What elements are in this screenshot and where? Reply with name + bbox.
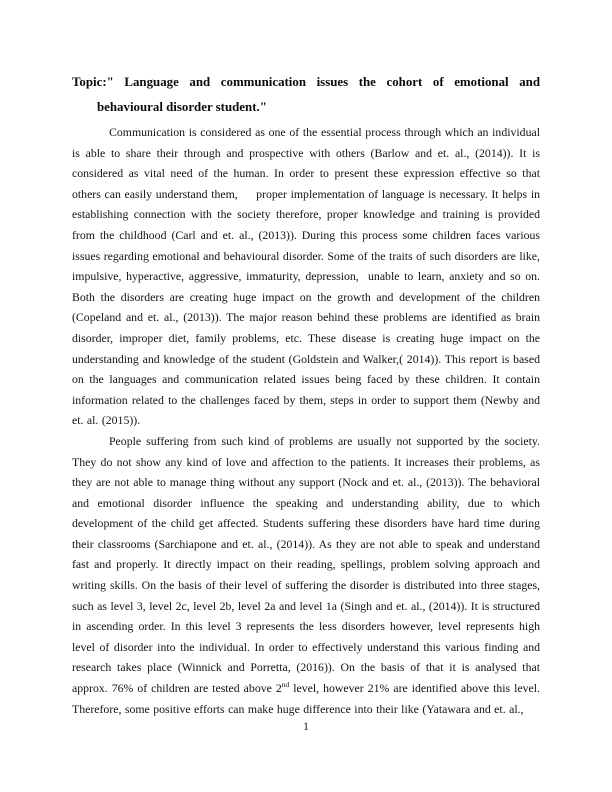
document-body <box>72 122 540 719</box>
document-title: Topic:" Language and communication issues the cohort of emotional and behavioural disorder student." <box>72 75 540 114</box>
paragraph-2-part1: People suffering from such kind of problems are usually not supported by the society. They do not show any kind of love and affection to the patients. It increases their problems, as they are not able to manage thing without any support (Nock and et. al., (2013)). The behavioral and emotional disorder influence the speaking and understanding ability, due to which development of the child get affected. Students suffering these disorders have hard time during their classrooms (Sarchiapone and et. al., (2014)). As they are not able to speak and understand fast and properly. It directly impact on their reading, spellings, problem solving approach and writing skills. On the basis of their level of suffering the disorder is distributed into three stages, such as level 3, level 2c, level 2b, level 2a and level 1a (Singh and et. al., (2014)). It is structured in ascending order. In this level 3 represents the less disorders however, level represents high level of disorder into the individual. In order to effectively understand this various finding and research takes place (Winnick and Porretta, (2016)). On the basis of that it is analysed that approx. 76% of children are tested above 2 <box>72 433 540 696</box>
paragraph-1: Communication is considered as one of the essential process through which an individual is able to share their through and prospective with others (Barlow and et. al., (2014)). It is considered as vital need of the human. In order to present these expression effective so that others can easily understand them, proper implementation of language is necessary. It helps in establishing connection with the society therefore, proper knowledge and training is provided from the childhood (Carl and et. al., (2013)). During this process some children faces various issues regarding emotional and behavioural disorder. Some of the traits of such disorders are like, impulsive, hyperactive, aggressive, immaturity, depression, unable to learn, anxiety and so on. Both the disorders are creating huge impact on the growth and development of the children (Copeland and et. al., (2013)). The major reason behind these problems are identified as brain disorder, improper diet, family problems, etc. These disease is creating huge impact on the understanding and knowledge of the student (Goldstein and Walker,( 2014)). This report is based on the languages and communication related issues being faced by these children. It contain information related to the challenges faced by them, steps in order to support them (Newby and et. al. (2015)). <box>72 125 540 428</box>
paragraph-2 <box>72 431 540 719</box>
superscript-ordinal: nd <box>281 680 290 690</box>
page-number: 1 <box>303 721 309 733</box>
document-content <box>72 70 540 719</box>
paragraph-2-part2: level, however 21% are identified above this level. Therefore, some positive efforts can make huge difference into their like (Yatawara and et. al., <box>72 681 541 716</box>
